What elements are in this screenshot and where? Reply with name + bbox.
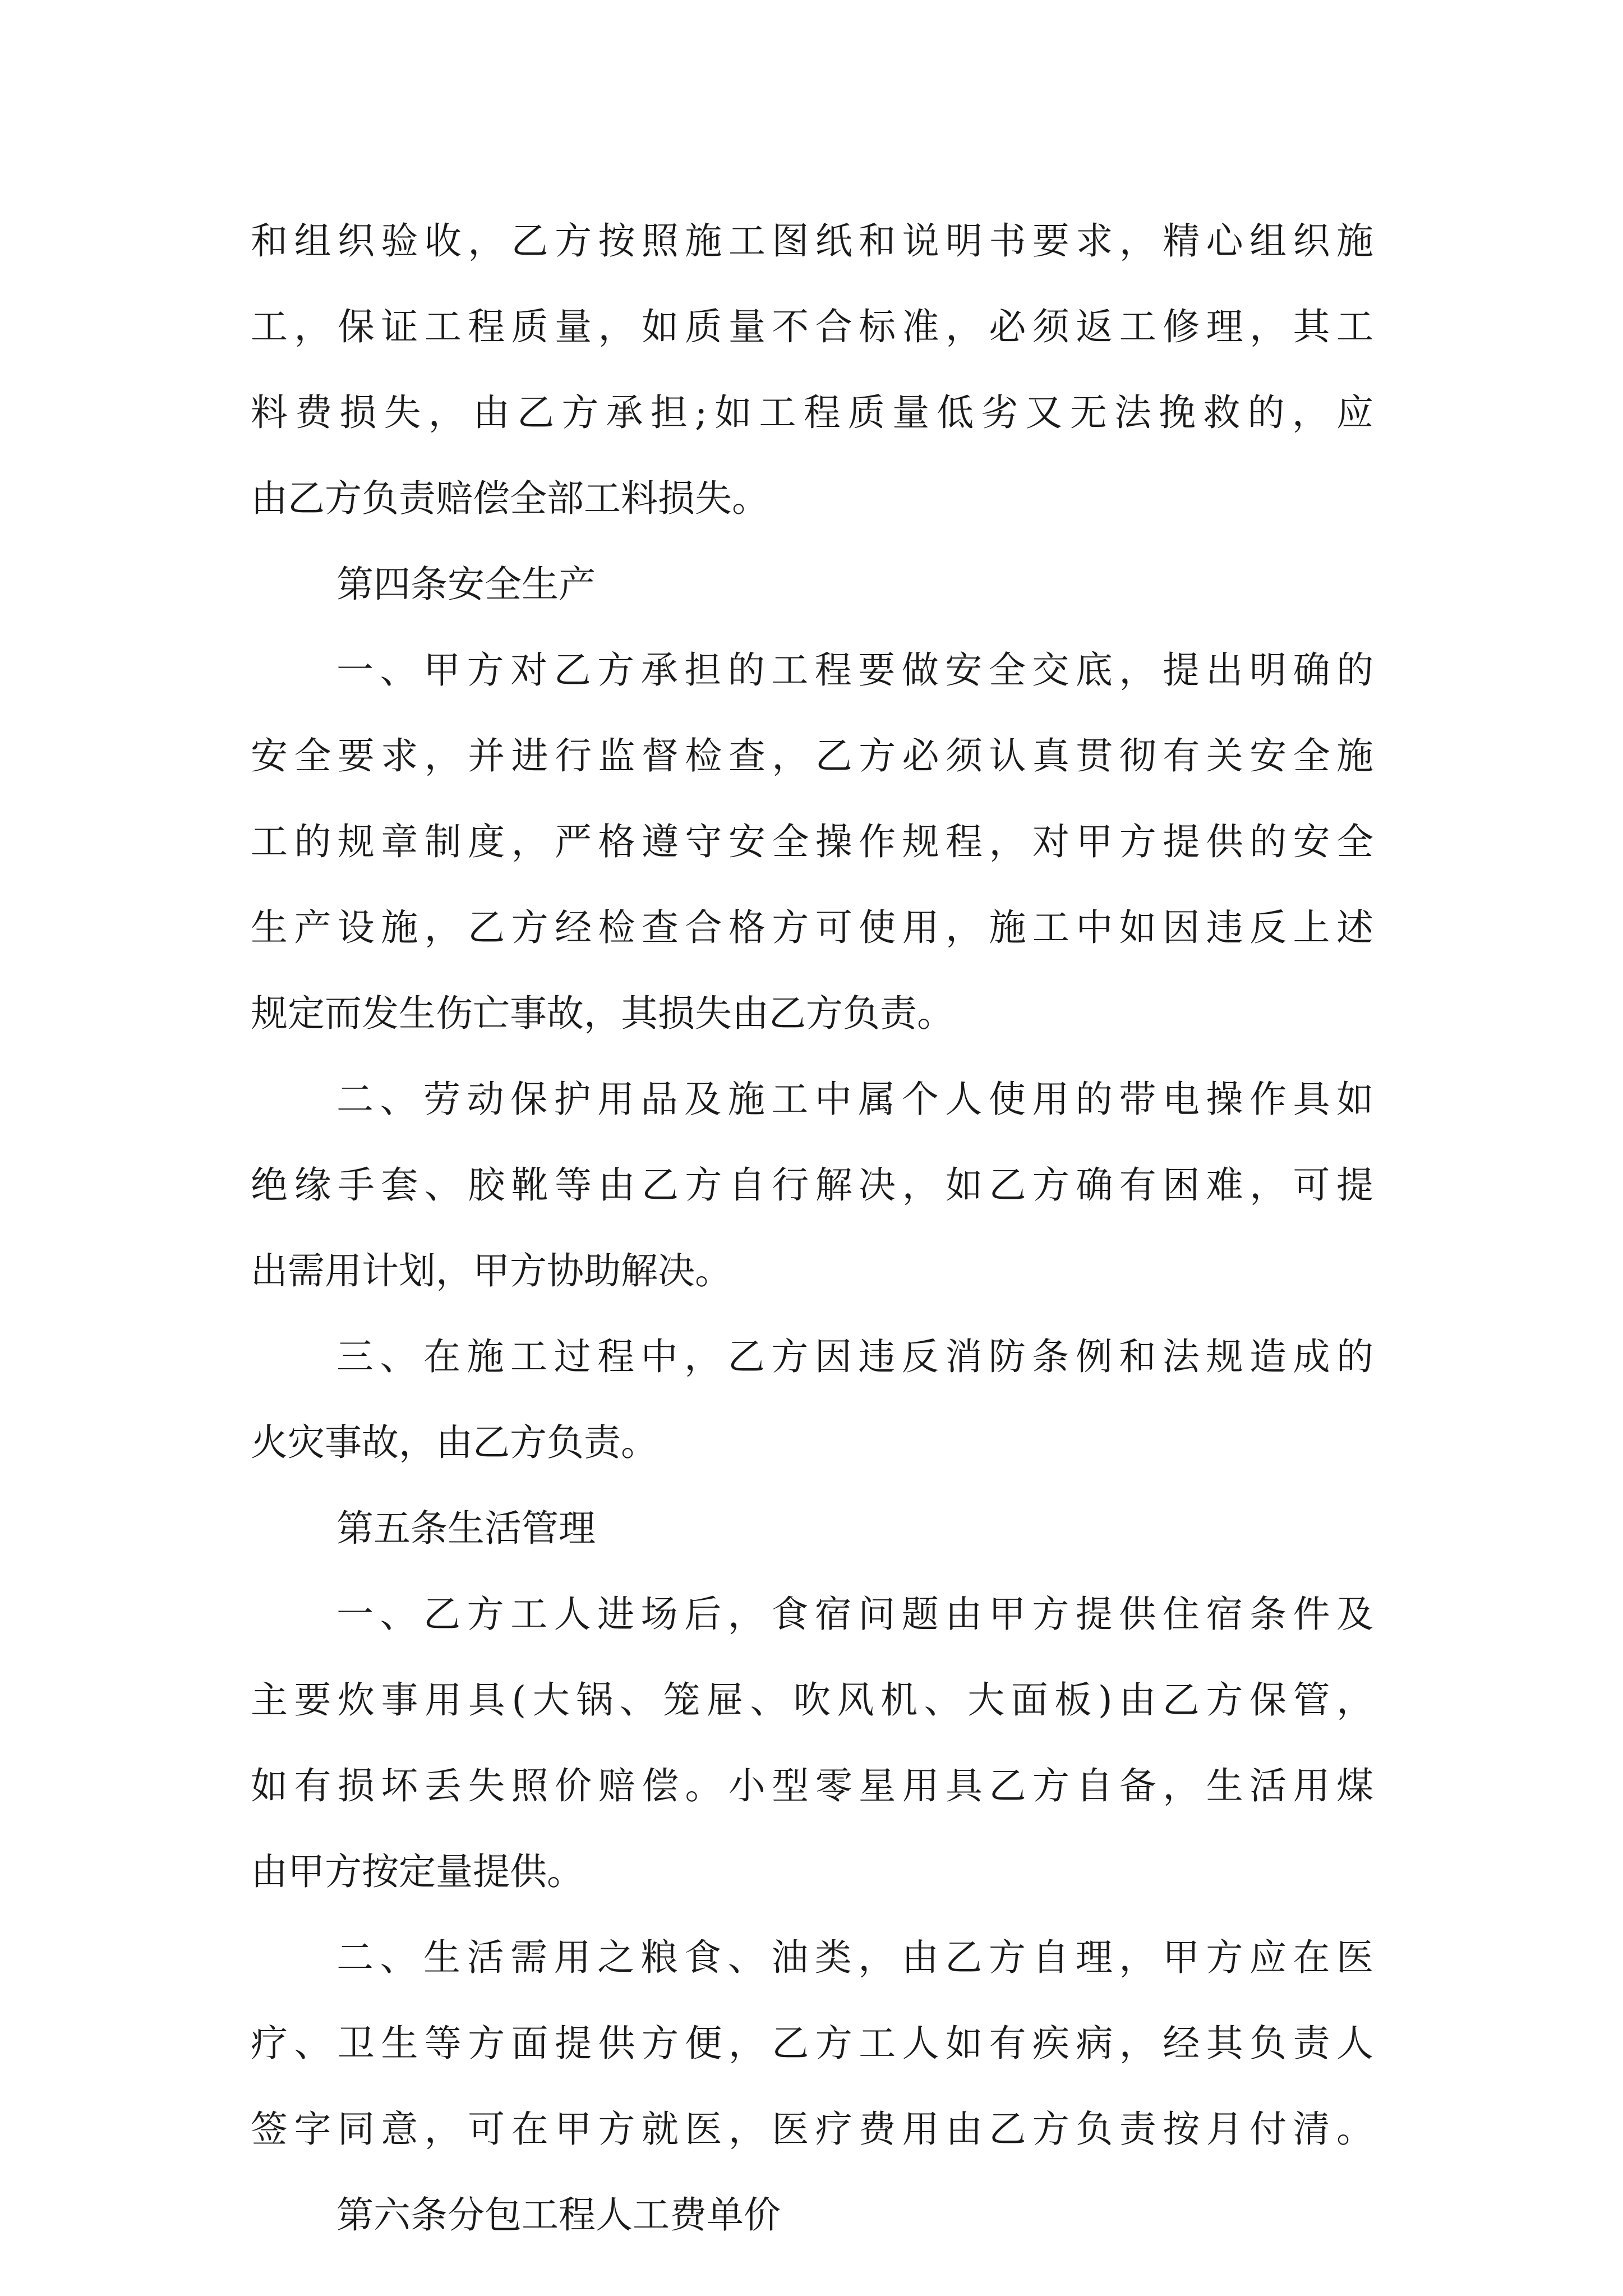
text-line: 工，保证工程质量，如质量不合标准，必须返工修理，其工 (251, 305, 1373, 348)
section-heading: 第四条安全生产 (336, 563, 596, 606)
text-line: 火灾事故，由乙方负责。 (251, 1421, 658, 1464)
text-line: 和组织验收，乙方按照施工图纸和说明书要求，精心组织施 (251, 219, 1373, 263)
paragraph-first-line: 二、生活需用之粮食、油类，由乙方自理，甲方应在医 (336, 1936, 1373, 1979)
text-line: 主要炊事用具(大锅、笼屉、吹风机、大面板)由乙方保管， (251, 1678, 1373, 1722)
text-line: 绝缘手套、胶靴等由乙方自行解决，如乙方确有困难，可提 (251, 1163, 1373, 1207)
text-line: 如有损坏丢失照价赔偿。小型零星用具乙方自备，生活用煤 (251, 1764, 1373, 1807)
section-heading: 第五条生活管理 (336, 1507, 596, 1550)
text-line: 规定而发生伤亡事故，其损失由乙方负责。 (251, 992, 954, 1035)
section-heading: 第六条分包工程人工费单价 (336, 2193, 781, 2237)
text-line: 料费损失，由乙方承担;如工程质量低劣又无法挽救的，应 (251, 391, 1373, 434)
text-line: 由甲方按定量提供。 (251, 1850, 584, 1893)
text-line: 疗、卫生等方面提供方便，乙方工人如有疾病，经其负责人 (251, 2022, 1373, 2065)
text-line: 工的规章制度，严格遵守安全操作规程，对甲方提供的安全 (251, 820, 1373, 863)
paragraph-first-line: 一、乙方工人进场后，食宿问题由甲方提供住宿条件及 (336, 1593, 1373, 1636)
paragraph-first-line: 三、在施工过程中，乙方因违反消防条例和法规造成的 (336, 1335, 1373, 1378)
paragraph-first-line: 一、甲方对乙方承担的工程要做安全交底，提出明确的 (336, 648, 1373, 692)
text-line: 签字同意，可在甲方就医，医疗费用由乙方负责按月付清。 (251, 2108, 1373, 2151)
text-line: 生产设施，乙方经检查合格方可使用，施工中如因违反上述 (251, 906, 1373, 949)
text-line: 出需用计划，甲方协助解决。 (251, 1249, 732, 1292)
text-line: 由乙方负责赔偿全部工料损失。 (251, 477, 769, 520)
paragraph-first-line: 二、劳动保护用品及施工中属个人使用的带电操作具如 (336, 1078, 1373, 1121)
text-line: 安全要求，并进行监督检查，乙方必须认真贯彻有关安全施 (251, 734, 1373, 777)
